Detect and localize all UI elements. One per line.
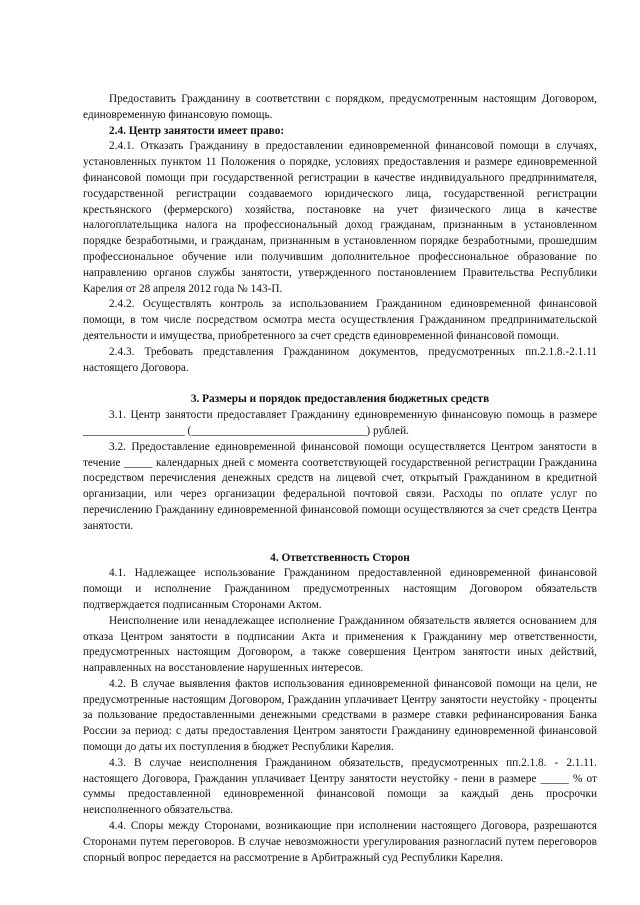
paragraph-4-1: 4.1. Надлежащее использование Гражданином предоставленной единовременной финансовой помощи и исполнение Гражданином предусмотренных настоящим Договором обязательств подтверждается подписанным Сторонами Актом. — [83, 567, 597, 611]
document-page — [83, 92, 597, 866]
section-3-heading: 3. Размеры и порядок предоставления бюджетных средств — [190, 393, 490, 406]
paragraph-4-1-continued: Неисполнение или ненадлежащее исполнение Гражданином обязательств является основанием для отказа Центром занятости в подписании Акта и применения к Гражданину мер ответственности, предусмотренных настоящим Договором, а также совершения Центром занятости иных действий, направленных на восстановление нарушенных интересов. — [83, 614, 597, 675]
spacer — [83, 535, 597, 551]
paragraph-3-2: 3.2. Предоставление единовременной финансовой помощи осуществляется Центром занятости в течение _____ календарных дней с момента соответствующей государственной регистрации Гражданина посредством перечисления денежных средств на лицевой счет, открытый Гражданином в кредитной организации, или через организации федеральной почтовой связи. Расходы по оплате услуг по перечислению Гражданину единовременной финансовой помощи осуществляются за счет средств Центра занятости. — [83, 440, 597, 532]
paragraph-4-4: 4.4. Споры между Сторонами, возникающие при исполнении настоящего Договора, разрешаются Сторонами путем переговоров. В случае невозможности урегулирования разногласий путем переговоров спорный вопрос передается на рассмотрение в Арбитражный суд Республики Карелия. — [83, 820, 597, 864]
spacer — [83, 376, 597, 392]
paragraph-4-3: 4.3. В случае неисполнения Гражданином обязательств, предусмотренных пп.2.1.8. - 2.1.11. настоящего Договора, Гражданин уплачивает Центру занятости неустойку - пени в размере _____ % от суммы предоставленной единовременной финансовой помощи за каждый день просрочки неисполненного обязательства. — [83, 756, 597, 817]
paragraph-3-1: 3.1. Центр занятости предоставляет Гражданину единовременную финансовую помощь в размере __________________ (_______________________________) рублей. — [83, 409, 597, 437]
paragraph-2-4-1: 2.4.1. Отказать Гражданину в предоставлении единовременной финансовой помощи в случаях, установленных пунктом 11 Положения о порядке, условиях предоставления и размере единовременной финансовой помощи при государственной регистрации в качестве индивидуального предпринимателя, государственной регистрации создаваемого юридического лица, государственной регистрации крестьянского (фермерского) хозяйства, постановке на учет физического лица в качестве налогоплательщика налога на профессиональный доход гражданам, признанным в установленном порядке безработными, и гражданам, признанным в установленном порядке безработными, прошедшим профессиональное обучение или получившим дополнительное профессиональное образование по направлению органов службы занятости, утвержденного постановлением Правительства Республики Карелия от 28 апреля 2012 года № 143-П. — [83, 140, 597, 295]
paragraph-4-2: 4.2. В случае выявления фактов использования единовременной финансовой помощи на цели, не предусмотренные настоящим Договором, Гражданин уплачивает Центру занятости неустойку - проценты за пользование предоставленными денежными средствами в размере ставки рефинансирования Банка России за период: с даты предоставления Центром занятости Гражданину единовременной финансовой помощи до даты их поступления в бюджет Республики Карелия. — [83, 677, 597, 754]
section-4-heading: 4. Ответственность Сторон — [270, 551, 410, 564]
section-2-4-heading: 2.4. Центр занятости имеет право: — [109, 124, 285, 137]
paragraph-2-4-3: 2.4.3. Требовать представления Гражданином документов, предусмотренных пп.2.1.8.-2.1.11 настоящего Договора. — [83, 345, 597, 374]
paragraph-intro: Предоставить Гражданину в соответствии с порядком, предусмотренным настоящим Договором, единовременную финансовую помощь. — [83, 93, 597, 121]
paragraph-2-4-2: 2.4.2. Осуществлять контроль за использованием Гражданином единовременной финансовой помощи, в том числе посредством осмотра места осуществления Гражданином предпринимательской деятельности и имущества, приобретенного за счет средств единовременной финансовой помощи. — [83, 298, 597, 342]
